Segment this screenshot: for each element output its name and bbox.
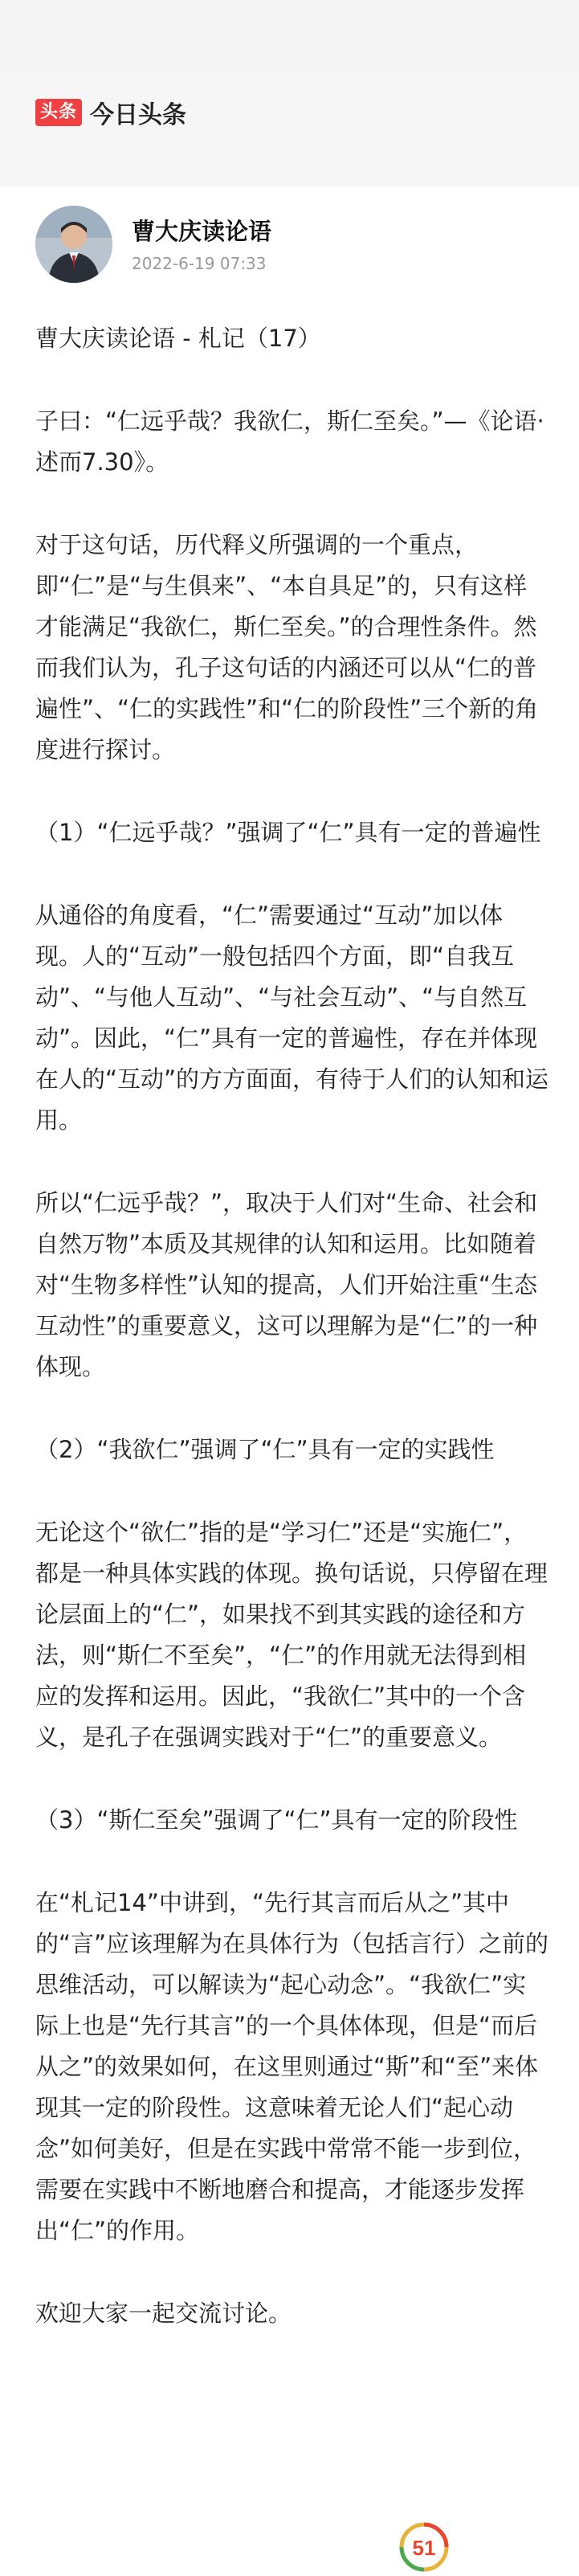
section-heading: （1）“仁远乎哉？”强调了“仁”具有一定的普遍性 [35,819,541,846]
article-body [35,318,549,2376]
author-info [35,206,271,283]
brand[interactable] [35,95,186,130]
article-paragraph: 对于这句话，历代释义所强调的一个重点，即“仁”是“与生俱来”、“本自具足”的，只有这样才能满足“我欲仁，斯仁至矣。”的合理性条件。然而我们认为，孔子这句话的内涵还可以从“仁的普遍性”、“仁的实践性”和“仁的阶段性”三个新的角度进行探讨。 [35,531,539,763]
avatar[interactable] [35,206,112,283]
author-name[interactable]: 曹大庆读论语 [132,218,272,245]
toutiao-logo: 头条 [35,99,82,126]
article-paragraph: 所以“仁远乎哉？”，取决于人们对“生命、社会和自然万物”本质及其规律的认知和运用。比如随着对“生物多样性”认知的提高，人们开始注重“生态互动性”的重要意义，这可以理解为是“仁”的一种体现。 [35,1189,538,1380]
article-paragraph: 无论这个“欲仁”指的是“学习仁”还是“实施仁”，都是一种具体实践的体现。换句话说，只停留在理论层面上的“仁”，如果找不到其实践的途径和方法，则“斯仁不至矣”，“仁”的作用就无法得到相应的发挥和运用。因此，“我欲仁”其中的一个含义，是孔子在强调实践对于“仁”的重要意义。 [35,1519,548,1751]
article-paragraph: 从通俗的角度看，“仁”需要通过“互动”加以体现。人的“互动”一般包括四个方面，即“自我互动”、“与他人互动”、“与社会互动”、“与自然互动”。因此，“仁”具有一定的普遍性，存在并体现在人的“互动”的方方面面，有待于人们的认知和运用。 [35,902,549,1134]
article-paragraph: 子曰：“仁远乎哉？我欲仁，斯仁至矣。”—《论语·述而7.30》。 [35,407,544,476]
site-logo-icon [398,2521,450,2573]
article-subtitle: 曹大庆读论语 - 札记（17） [35,325,321,352]
section-heading: （2）“我欲仁”强调了“仁”具有一定的实践性 [35,1436,495,1463]
svg-text:51: 51 [412,2536,436,2560]
app-name: 今日头条 [90,101,187,129]
post-timestamp: 2022-6-19 07:33 [132,254,267,273]
app-header [0,0,579,186]
article-closing: 欢迎大家一起交流讨论。 [35,2300,292,2327]
section-heading: （3）“斯仁至矣”强调了“仁”具有一定的阶段性 [35,1806,518,1834]
article-paragraph: 在“札记14”中讲到，“先行其言而后从之”其中的“言”应该理解为在具体行为（包括言行）之前的思维活动，可以解读为“起心动念”。“我欲仁”实际上也是“先行其言”的一个具体体现，但是“而后从之”的效果如何，在这里则通过“斯”和“至”来体现其一定的阶段性。这意味着无论人们“起心动念”如何美好，但是在实践中常常不能一步到位，需要在实践中不断地磨合和提高，才能逐步发挥出“仁”的作用。 [35,1889,549,2244]
avatar-photo-icon [35,206,112,283]
